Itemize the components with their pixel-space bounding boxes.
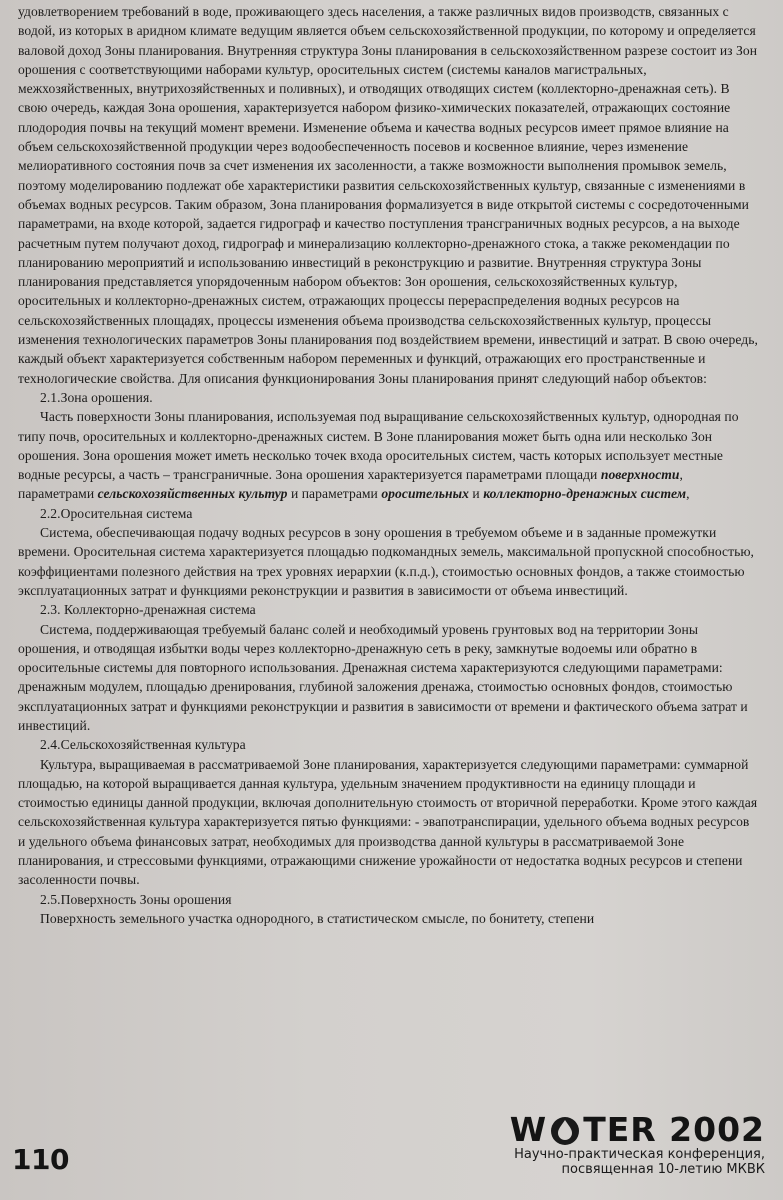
text-span: , [686,486,690,502]
emphasis-crops: сельскохозяйственных культур [97,486,288,502]
section-paragraph-2-1 [18,407,760,503]
emphasis-surface: поверхности [600,467,680,483]
logo-text-ter-2002: TER 2002 [583,1110,765,1149]
section-heading-2-1: 2.1.Зона орошения. [40,389,153,405]
emphasis-irrigation: оросительных [381,486,469,502]
text-span: , параметрами [18,467,683,502]
section-heading-2-5: 2.5.Поверхность Зоны орошения [40,891,232,907]
section-paragraph-2-5: Поверхность земельного участка однородного, в статистическом смысле, по бонитету, степени [40,910,595,926]
logo-wordmark [509,1110,765,1149]
text-span: и [468,486,484,502]
section-heading-2-2: 2.2.Оросительная система [40,505,193,521]
text-span: и параметрами [287,486,382,502]
water-drop-icon [548,1114,582,1146]
intro-paragraph: удовлетворением требований в воде, проживающего здесь населения, а также различных видов производств, связанных с водой, из которых в аридном климате ведущим является объем сельскохозяйственной продукции, по которому и определяется валовой доход Зоны планирования. Внутренняя структура Зоны планирования в сельскохозяйственном разрезе состоит из Зон орошения с соответствующими наборами культур, оросительных систем (системы каналов магистральных, межхозяйственных, внутрихозяйственных и поливных), и отводящих отводящих систем (коллекторно-дренажная сеть). В свою очередь, каждая Зона орошения, характеризуется набором физико-химических показателей, отражающих состояние плодородия почвы на текущий момент времени. Изменение объема и качества водных ресурсов имеет прямое влияние на объем сельскохозяйственной продукции через водообеспеченность посевов и косвенное влияние, через изменение мелиоративного состояния почв за счет изменения их засоленности, а также возможности выполнения промывок земель, поэтому моделированию подлежат обе характеристики развития сельскохозяйственных культур, связанные с изменениями в объемах водных ресурсов. Таким образом, Зона планирования формализуется в виде открытой системы с сосредоточенными параметрами, на входе которой, задается гидрограф и качество поступления трансграничных водных ресурсов, а на выходе расчетным путем получают доход, гидрограф и минерализацию коллекторно-дренажного стока, а также рекомендации по планированию мероприятий и использованию инвестиций в реконструкцию и развитие. Внутренняя структура Зоны планирования представляется упорядоченным набором объектов: Зон орошения, сельскохозяйственных культур, оросительных и коллекторно-дренажных систем, отражающих процессы перераспределения водных ресурсов на сельскохозяйственных площадях, процессы изменения объема производства сельскохозяйственных культур, процессы изменения технологических параметров Зоны планирования под воздействием времени, инвестиций и затрат. В свою очередь, каждый объект характеризуется собственным набором переменных и функций, отражающих его пространственные и технологические свойства. Для описания функционирования Зоны планирования принят следующий набор объектов: [18,4,758,386]
logo-letter-w: W [509,1110,548,1149]
page-number: 110 [12,1143,69,1176]
section-paragraph-2-3: Система, поддерживающая требуемый баланс солей и необходимый уровень грунтовых вод на территории Зоны орошения, и отводящая избытки воды через коллекторно-дренажную сеть в реку, замкнутые водоемы или обратно в оросительные системы для повторного использования. Дренажная система характеризуются следующими параметрами: дренажным модулем, площадью дренирования, глубиной заложения дренажа, стоимостью основных фондов, стоимостью эксплуатационных затрат и функциями реконструкции и развития в зависимости от времени и фактического объема затрат и инвестиций. [18,621,748,733]
section-paragraph-2-2: Система, обеспечивающая подачу водных ресурсов в зону орошения в требуемом объеме и в заданные промежутки времени. Оросительная система характеризуется площадью подкомандных земель, максимальной пропускной способностью, коэффициентами полезного действия на трех уровнях иерархии (к.п.д.), стоимостью основных фондов, а также стоимостью эксплуатационных затрат и функциями реконструкции и развития в зависимости от объема инвестиций. [18,525,754,598]
conference-subtitle-line-2: посвященная 10-летию МКВК [561,1162,765,1177]
section-heading-2-4: 2.4.Сельскохозяйственная культура [40,737,246,753]
conference-subtitle-line-1: Научно-практическая конференция, [514,1147,765,1162]
emphasis-drainage: коллекторно-дренажных систем [483,486,687,502]
conference-logo [509,1110,765,1177]
text-span: Часть поверхности Зоны планирования, используемая под выращивание сельскохозяйственных культур, однородная по типу почв, оросительных и коллекторно-дренажных систем. В Зоне планирования может быть одна или несколько Зон орошения. Зона орошения может иметь несколько точек входа оросительных систем, часть которых использует местные водные ресурсы, а часть – трансграничные. Зона орошения характеризуется параметрами площади [18,409,739,483]
section-paragraph-2-4: Культура, выращиваемая в рассматриваемой Зоне планирования, характеризуется следующими параметрами: суммарной площадью, на которой выращивается данная культура, удельным значением продуктивности на единицу площади и стоимостью единицы данной продукции, включая дополнительную стоимость от вторичной переработки. Кроме этого каждая сельскохозяйственная культура характеризуется пятью функциями: - эвапотранспирации, удельного объема водных ресурсов и удельного объема финансовых затрат, необходимых для производства данной культуры в рассматриваемой Зоне планирования, и стрессовыми функциями, отражающими снижение урожайности от недостатка водных ресурсов и степени засоленности почвы. [18,756,758,888]
section-heading-2-3: 2.3. Коллекторно-дренажная система [40,602,256,618]
article-body [18,2,760,928]
